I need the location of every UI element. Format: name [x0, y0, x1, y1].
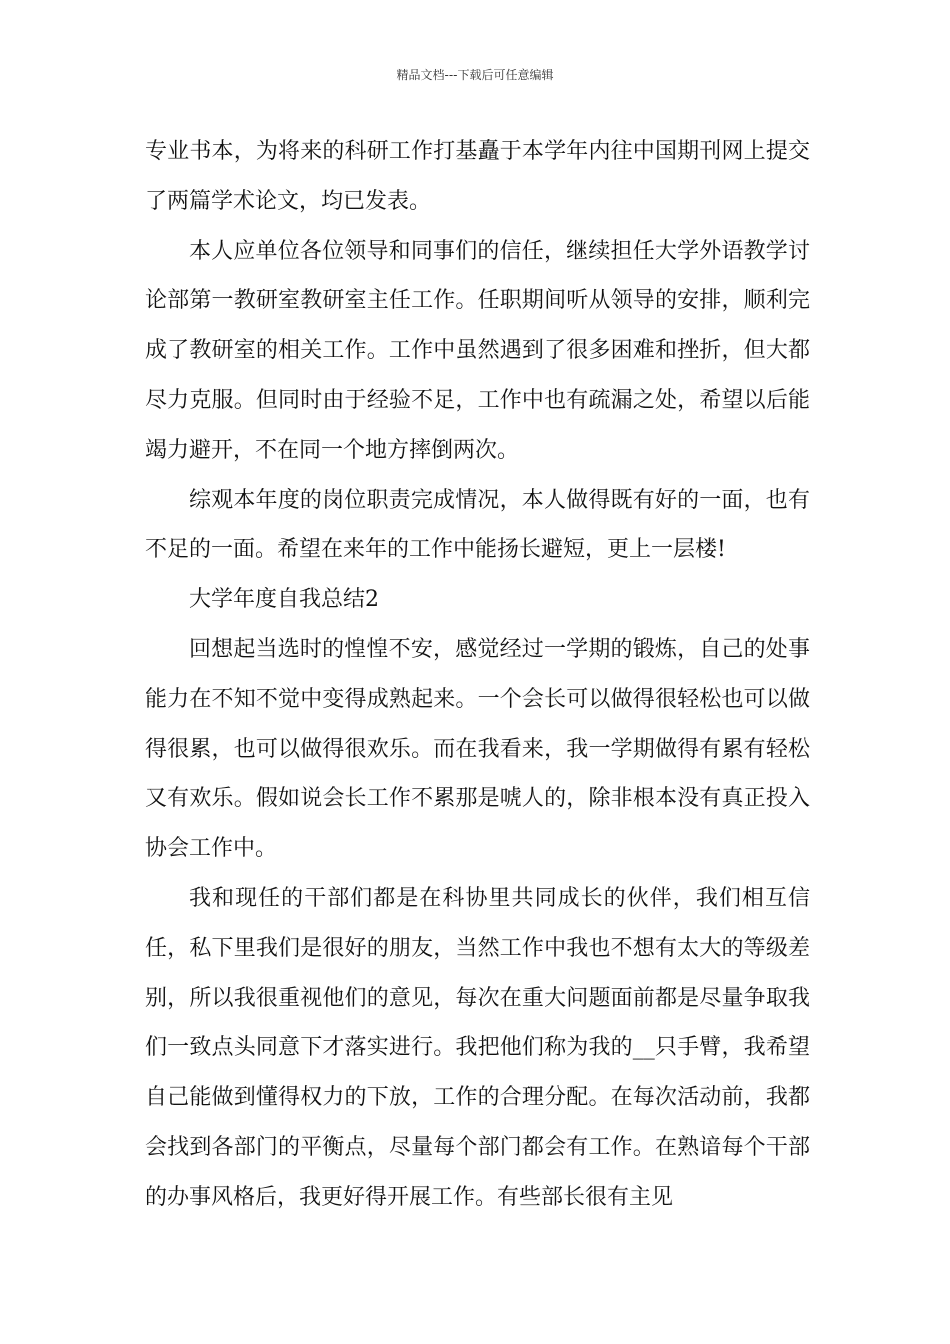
page-header: 精品文档---下载后可任意编辑 — [396, 68, 554, 82]
section-heading: 大学年度自我总结2 — [189, 587, 379, 613]
paragraph: 本人应单位各位领导和同事们的信任，继续担任大学外语教学讨论部第一教研室教研室主任工作。任职期间听从领导的安排，顺利完成了教研室的相关工作。工作中虽然遇到了很多困难和挫折，但大都尽力克服。但同时由于经验不足，工作中也有疏漏之处，希望以后能竭力避开，不在同一个地方摔倒两次。 — [145, 238, 810, 463]
paragraph: 专业书本，为将来的科研工作打基矗于本学年内往中国期刊网上提交了两篇学术论文，均已发表。 — [145, 139, 810, 214]
paragraph: 回想起当选时的惶惶不安，感觉经过一学期的锻炼，自己的处事能力在不知不觉中变得成熟起来。一个会长可以做得很轻松也可以做得很累，也可以做得很欢乐。而在我看来，我一学期做得有累有轻松又有欢乐。假如说会长工作不累那是唬人的，除非根本没有真正投入协会工作中。 — [145, 636, 810, 862]
paragraph: 综观本年度的岗位职责完成情况，本人做得既有好的一面，也有不足的一面。希望在来年的工作中能扬长避短，更上一层楼! — [145, 487, 810, 563]
paragraph: 我和现任的干部们都是在科协里共同成长的伙伴，我们相互信任，私下里我们是很好的朋友，当然工作中我也不想有太大的等级差别，所以我很重视他们的意见，每次在重大问题面前都是尽量争取我们一致点头同意下才落实进行。我把他们称为我的__只手臂，我希望自己能做到懂得权力的下放，工作的合理分配。在每次活动前，我都会找到各部门的平衡点，尽量每个部门都会有工作。在熟谙每个干部的办事风格后，我更好得开展工作。有些部长很有主见 — [145, 885, 810, 1210]
document-body — [145, 127, 810, 1223]
